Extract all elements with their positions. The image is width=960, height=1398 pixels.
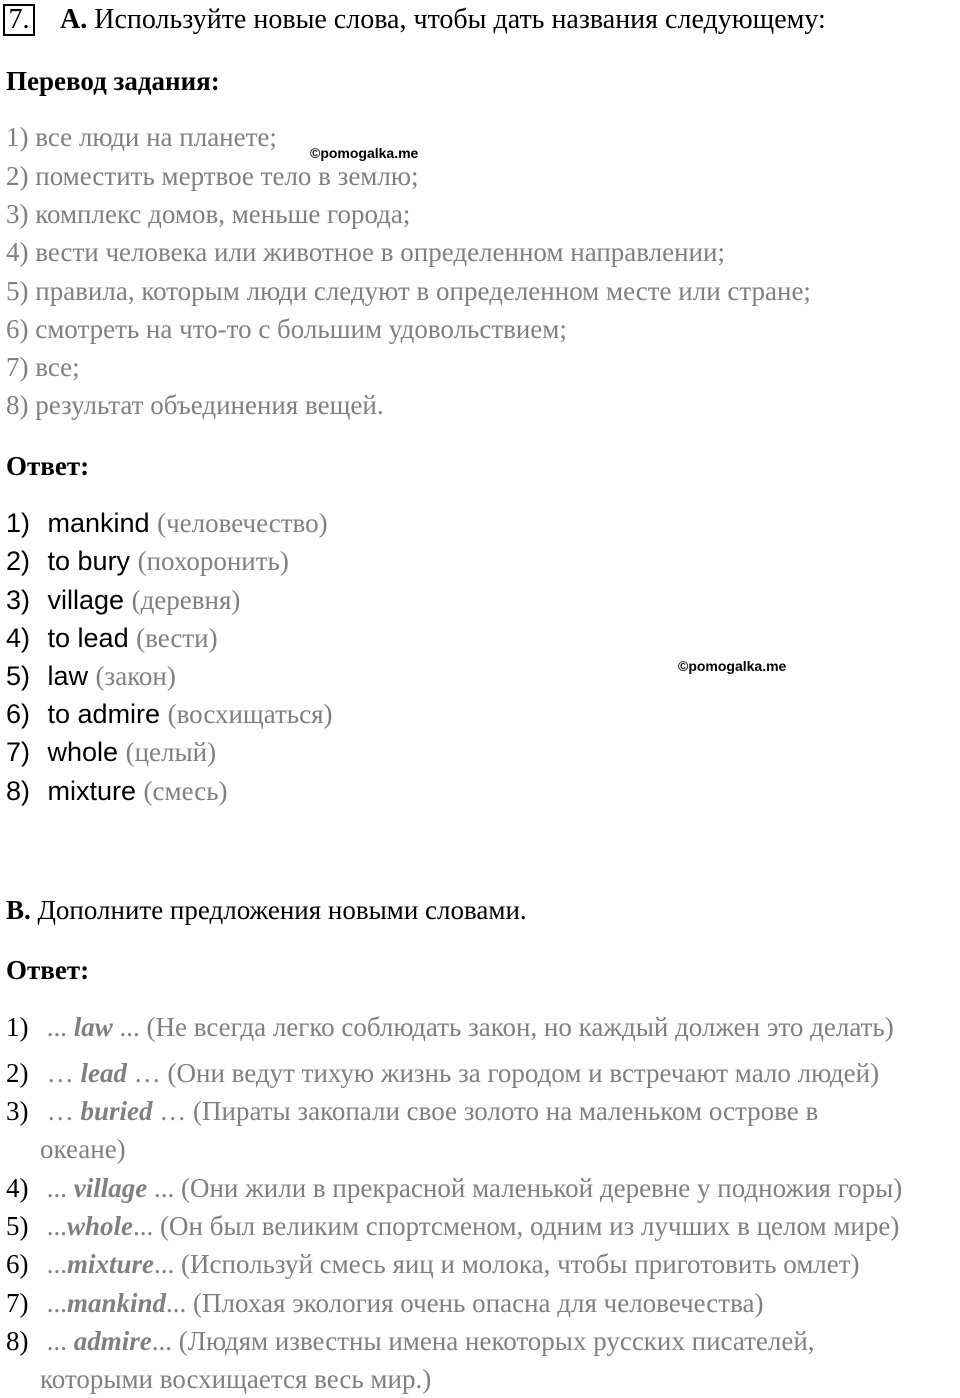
ellipsis: …	[46, 1058, 81, 1088]
answer-translation: (смесь)	[143, 776, 228, 806]
answer-word: whole	[67, 1211, 134, 1241]
answer-number: 6)	[6, 699, 31, 729]
answer-word: village	[47, 585, 125, 615]
answer-sentence: ... (Он был великим спортсменом, одним из лучших в целом мире)	[133, 1211, 900, 1241]
translation-item: 8) результат объединения вещей.	[6, 390, 384, 420]
answer-number: 1)	[6, 508, 31, 538]
answer-number: 2)	[6, 546, 31, 576]
part-b-text: Дополните предложения новыми словами.	[37, 895, 527, 925]
part-b-instruction	[6, 892, 527, 928]
answer-translation: (деревня)	[131, 585, 241, 615]
part-a-text: Используйте новые слова, чтобы дать названия следующему:	[94, 4, 826, 35]
ellipsis: ...	[46, 1249, 67, 1279]
answer-word: mixture	[67, 1249, 155, 1279]
answer-b-item	[6, 1092, 818, 1130]
answer-number: 1)	[6, 1012, 29, 1042]
answer-heading-b: Ответ:	[6, 955, 90, 985]
answer-translation: (похоронить)	[137, 546, 289, 576]
answer-word: village	[73, 1173, 148, 1203]
watermark: ©pomogalka.me	[310, 145, 419, 161]
ellipsis: ...	[46, 1173, 74, 1203]
answer-a-item	[6, 695, 332, 733]
answer-word: mankind	[67, 1288, 167, 1318]
answer-number: 7)	[6, 1288, 29, 1318]
answer-sentence: ... (Не всегда легко соблюдать закон, но каждый должен это делать)	[112, 1012, 894, 1042]
answer-sentence: … (Пираты закопали свое золото на маленьком острове в	[152, 1096, 819, 1126]
answer-word: buried	[80, 1096, 153, 1126]
answer-a-item	[6, 733, 216, 771]
answer-word: whole	[47, 737, 119, 767]
answer-sentence: ... (Используй смесь яиц и молока, чтобы приготовить омлет)	[154, 1249, 860, 1279]
translation-item: 1) все люди на планете;	[6, 122, 277, 152]
answer-a-item	[6, 619, 218, 657]
translation-item: 3) комплекс домов, меньше города;	[6, 199, 411, 229]
answer-b-continuation	[6, 1130, 126, 1168]
ellipsis: …	[46, 1096, 81, 1126]
translation-item: 5) правила, которым люди следуют в определенном месте или стране;	[6, 276, 811, 306]
answer-b-item	[6, 1245, 860, 1283]
answer-word: to bury	[47, 546, 131, 576]
ellipsis: ...	[46, 1326, 74, 1356]
answer-word: to admire	[47, 699, 161, 729]
answer-word: mixture	[47, 776, 137, 806]
answer-number: 3)	[6, 1096, 29, 1126]
task-a-instruction	[60, 2, 826, 38]
watermark: ©pomogalka.me	[678, 658, 787, 674]
answer-number: 6)	[6, 1249, 29, 1279]
answer-sentence-continued: которыми восхищается весь мир.)	[40, 1364, 432, 1394]
ellipsis: ...	[46, 1288, 67, 1318]
answer-sentence-continued: океане)	[40, 1134, 126, 1164]
answer-translation: (целый)	[125, 737, 217, 767]
answer-word: law	[47, 661, 89, 691]
answer-word: lead	[80, 1058, 127, 1088]
translation-item: 2) поместить мертвое тело в землю;	[6, 161, 419, 191]
answer-b-item	[6, 1008, 894, 1046]
translation-item: 7) все;	[6, 352, 80, 382]
answer-a-item	[6, 542, 289, 580]
answer-a-item	[6, 657, 176, 695]
ellipsis: ...	[46, 1211, 67, 1241]
answer-number: 7)	[6, 737, 31, 767]
answer-b-item	[6, 1207, 899, 1245]
translation-heading: Перевод задания:	[6, 66, 220, 96]
answer-word: to lead	[47, 623, 129, 653]
part-b-label: B.	[6, 895, 31, 925]
answer-sentence: ... (Людям известны имена некоторых русских писателей,	[151, 1326, 815, 1356]
answer-number: 8)	[6, 1326, 29, 1356]
answer-sentence: … (Они ведут тихую жизнь за городом и встречают мало людей)	[127, 1058, 880, 1088]
answer-b-item	[6, 1284, 763, 1322]
answer-word: mankind	[47, 508, 150, 538]
answer-a-item	[6, 581, 240, 619]
answer-a-item	[6, 504, 328, 542]
answer-number: 4)	[6, 623, 31, 653]
answer-heading-a: Ответ:	[6, 451, 90, 481]
answer-translation: (закон)	[95, 661, 176, 691]
answer-translation: (вести)	[136, 623, 218, 653]
answer-a-item	[6, 772, 228, 810]
answer-translation: (человечество)	[157, 508, 328, 538]
translation-item: 6) смотреть на что-то с большим удовольствием;	[6, 314, 567, 344]
ellipsis: ...	[46, 1012, 74, 1042]
answer-number: 5)	[6, 1211, 29, 1241]
answer-b-item	[6, 1322, 815, 1360]
answer-sentence: ... (Плохая экология очень опасна для человечества)	[166, 1288, 764, 1318]
answer-word: law	[73, 1012, 113, 1042]
answer-b-item	[6, 1169, 902, 1207]
answer-number: 8)	[6, 776, 31, 806]
answer-b-item	[6, 1054, 879, 1092]
translation-item: 4) вести человека или животное в определенном направлении;	[6, 237, 725, 267]
task-number: 7.	[3, 4, 35, 36]
answer-sentence: ... (Они жили в прекрасной маленькой деревне у подножия горы)	[147, 1173, 903, 1203]
answer-b-continuation	[6, 1360, 431, 1398]
answer-number: 5)	[6, 661, 31, 691]
answer-number: 2)	[6, 1058, 29, 1088]
part-a-label: A.	[60, 4, 88, 35]
answer-word: admire	[73, 1326, 152, 1356]
answer-number: 3)	[6, 585, 31, 615]
answer-translation: (восхищаться)	[167, 699, 333, 729]
answer-number: 4)	[6, 1173, 29, 1203]
